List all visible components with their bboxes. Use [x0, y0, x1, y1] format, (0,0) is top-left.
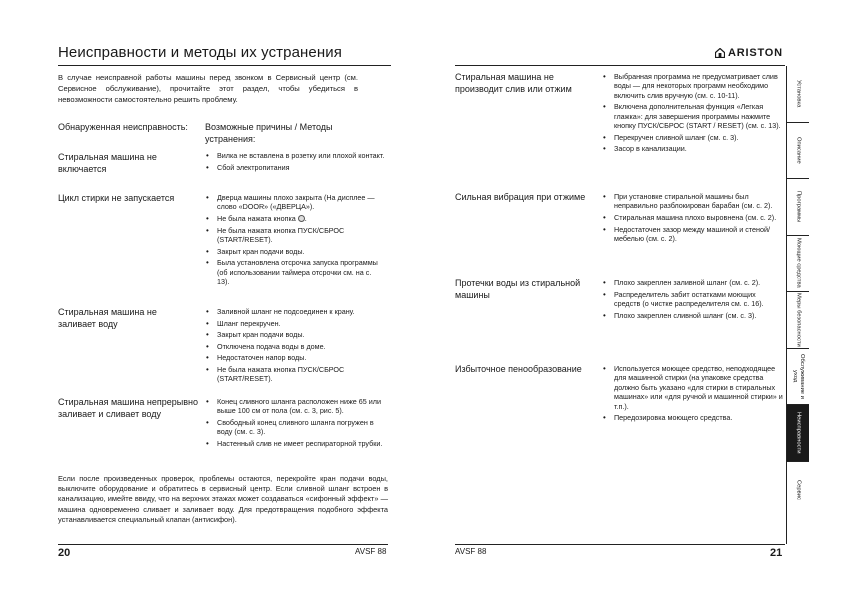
- cause-item: • Шланг перекручен.: [205, 319, 385, 328]
- problem-label: Избыточное пенообразование: [455, 364, 582, 374]
- cause-item: • Выбранная программа не предусматривает слив воды — для некоторых программ необходимо включить слив вручную (см. с. 10-11).: [602, 72, 784, 100]
- brand-name: ARISTON: [728, 47, 783, 59]
- footer-divider-right: [455, 544, 785, 545]
- problem-label: Стиральная машина непрерывно заливает и сливает воду: [58, 397, 198, 419]
- cause-item: • Засор в канализации.: [602, 144, 784, 153]
- tab-label: Моющие средства: [795, 238, 802, 289]
- cause-item: • Плохо закреплен сливной шланг (см. с. 3).: [602, 311, 784, 320]
- tab-label: Установка: [795, 80, 802, 108]
- causes-list: [205, 193, 385, 289]
- tab-service[interactable]: [787, 462, 809, 519]
- problem-label: Стиральная машина не производит слив или отжим: [455, 72, 572, 94]
- tab-detergents[interactable]: [787, 236, 809, 293]
- cause-item: • Вилка не вставлена в розетку или плохой контакт.: [205, 151, 385, 160]
- cause-item: • Используется моющее средство, неподходящее для машинной стирки (на упаковке средства должно быть указано «для стирки в стиральных машинах» или «для ручной и машинной стирки» и т.п.).: [602, 364, 784, 411]
- tab-label: Обслуживание и уход: [792, 353, 805, 399]
- tab-label: Описание: [795, 136, 802, 164]
- tab-safety[interactable]: [787, 292, 809, 349]
- house-logo-icon: [715, 48, 725, 58]
- note-paragraph: Если после произведенных проверок, проблемы остаются, перекройте кран подачи воды, выключите оборудование и обратитесь в сервисный центр. Если сливной шланг встроен в канализацию, имейте ввиду, что на верхних этажах может создаваться «сифонный эффект» — машина одновременно сливает и заливает воду. Для предотвращения подобного эффекта устанавливается специальный клапан (антисифон).: [58, 474, 388, 524]
- clock-icon: [298, 215, 305, 222]
- cause-item: • Настенный слив не имеет респираторной трубки.: [205, 439, 385, 448]
- problem-label: Стиральная машина не включается: [58, 152, 157, 174]
- tab-troubleshooting[interactable]: [787, 405, 809, 462]
- tab-label: Программы: [795, 191, 802, 223]
- intro-text: В случае неисправной работы машины перед звонком в Сервисный центр (см. Сервисное обслуживание), прочитайте этот раздел, чтобы убедиться в невозможности самостоятельно решить проблему.: [58, 73, 358, 105]
- cause-item-text: Не была нажата кнопка: [217, 214, 296, 223]
- cause-item: • Недостаточен зазор между машиной и стеной/мебелью (см. с. 2).: [602, 225, 784, 244]
- cause-item: • Передозировка моющего средства.: [602, 413, 784, 422]
- model-label: AVSF 88: [455, 547, 487, 556]
- cause-item: • Недостаточен напор воды.: [205, 353, 385, 362]
- page-title: Неисправности и методы их устранения: [58, 44, 342, 61]
- causes-list: [205, 151, 385, 174]
- cause-item: • Отключена подача воды в доме.: [205, 342, 385, 351]
- causes-list: [602, 364, 784, 425]
- footer-divider: [58, 544, 388, 545]
- causes-list: [602, 192, 784, 246]
- header-causes: Возможные причины / Методы устранения:: [205, 122, 333, 144]
- page-number: 21: [770, 547, 783, 559]
- cause-item: • Распределитель забит остатками моющих средств (о чистке распределителя см. с. 16).: [602, 290, 784, 309]
- cause-item: • Дверца машины плохо закрыта (На дисплее — слово «DOOR» («ДВЕРЦА»).: [205, 193, 385, 212]
- title-divider-right: [455, 65, 785, 66]
- cause-item: • Конец сливного шланга расположен ниже 65 или выше 100 см от пола (см. с. 3, рис. 5).: [205, 397, 385, 416]
- cause-item: • Закрыт кран подачи воды.: [205, 247, 385, 256]
- cause-item: • Включена дополнительная функция «Легкая глажка»: для завершения программы нажмите кнопку ПУСК/СБРОС (START / RESET) (см. с. 13).: [602, 102, 784, 130]
- cause-item: • Не была нажата кнопка .: [205, 214, 385, 223]
- causes-list: [205, 397, 385, 451]
- problem-label: Сильная вибрация при отжиме: [455, 192, 586, 202]
- tab-label: Меры безопасности: [795, 292, 802, 347]
- cause-item: • Закрыт кран подачи воды.: [205, 330, 385, 339]
- cause-item: • Стиральная машина плохо выровнена (см. с. 2).: [602, 213, 784, 222]
- problem-label: Цикл стирки не запускается: [58, 193, 175, 203]
- section-tabs: [786, 66, 809, 544]
- header-problem: Обнаруженная неисправность:: [58, 122, 188, 132]
- page-number: 20: [58, 547, 71, 559]
- intro-paragraph: [58, 72, 358, 106]
- tab-description[interactable]: [787, 123, 809, 180]
- model-label: AVSF 88: [355, 547, 387, 556]
- cause-item: • Сбой электропитания: [205, 163, 385, 172]
- cause-item: • При установке стиральной машины был неправильно разблокирован барабан (см. с. 2).: [602, 192, 784, 211]
- title-divider: [58, 65, 391, 66]
- causes-list: [602, 278, 784, 322]
- brand-logo: [715, 47, 783, 59]
- cause-item: • Не была нажата кнопка ПУСК/СБРОС (START/RESET).: [205, 365, 385, 384]
- tab-programs[interactable]: [787, 179, 809, 236]
- causes-list: [205, 307, 385, 386]
- cause-item: • Свободный конец сливного шланга погружен в воду (см. с. 3).: [205, 418, 385, 437]
- problem-label: Протечки воды из стиральной машины: [455, 278, 581, 300]
- cause-item: • Заливной шланг не подсоединен к крану.: [205, 307, 385, 316]
- cause-item: • Перекручен сливной шланг (см. с. 3).: [602, 133, 784, 142]
- tab-maintenance[interactable]: [787, 349, 809, 406]
- problem-label: Стиральная машина не заливает воду: [58, 307, 157, 329]
- causes-list: [602, 72, 784, 156]
- cause-item: • Была установлена отсрочка запуска программы (об использовании таймера отсрочки см. на с. 13).: [205, 258, 385, 286]
- cause-item: • Не была нажата кнопка ПУСК/СБРОС (START/RESET).: [205, 226, 385, 245]
- tab-installation[interactable]: [787, 66, 809, 123]
- tab-label: Сервис: [795, 479, 802, 500]
- cause-item: • Плохо закреплен заливной шланг (см. с. 2).: [602, 278, 784, 287]
- tab-label: Неисправности: [795, 412, 802, 454]
